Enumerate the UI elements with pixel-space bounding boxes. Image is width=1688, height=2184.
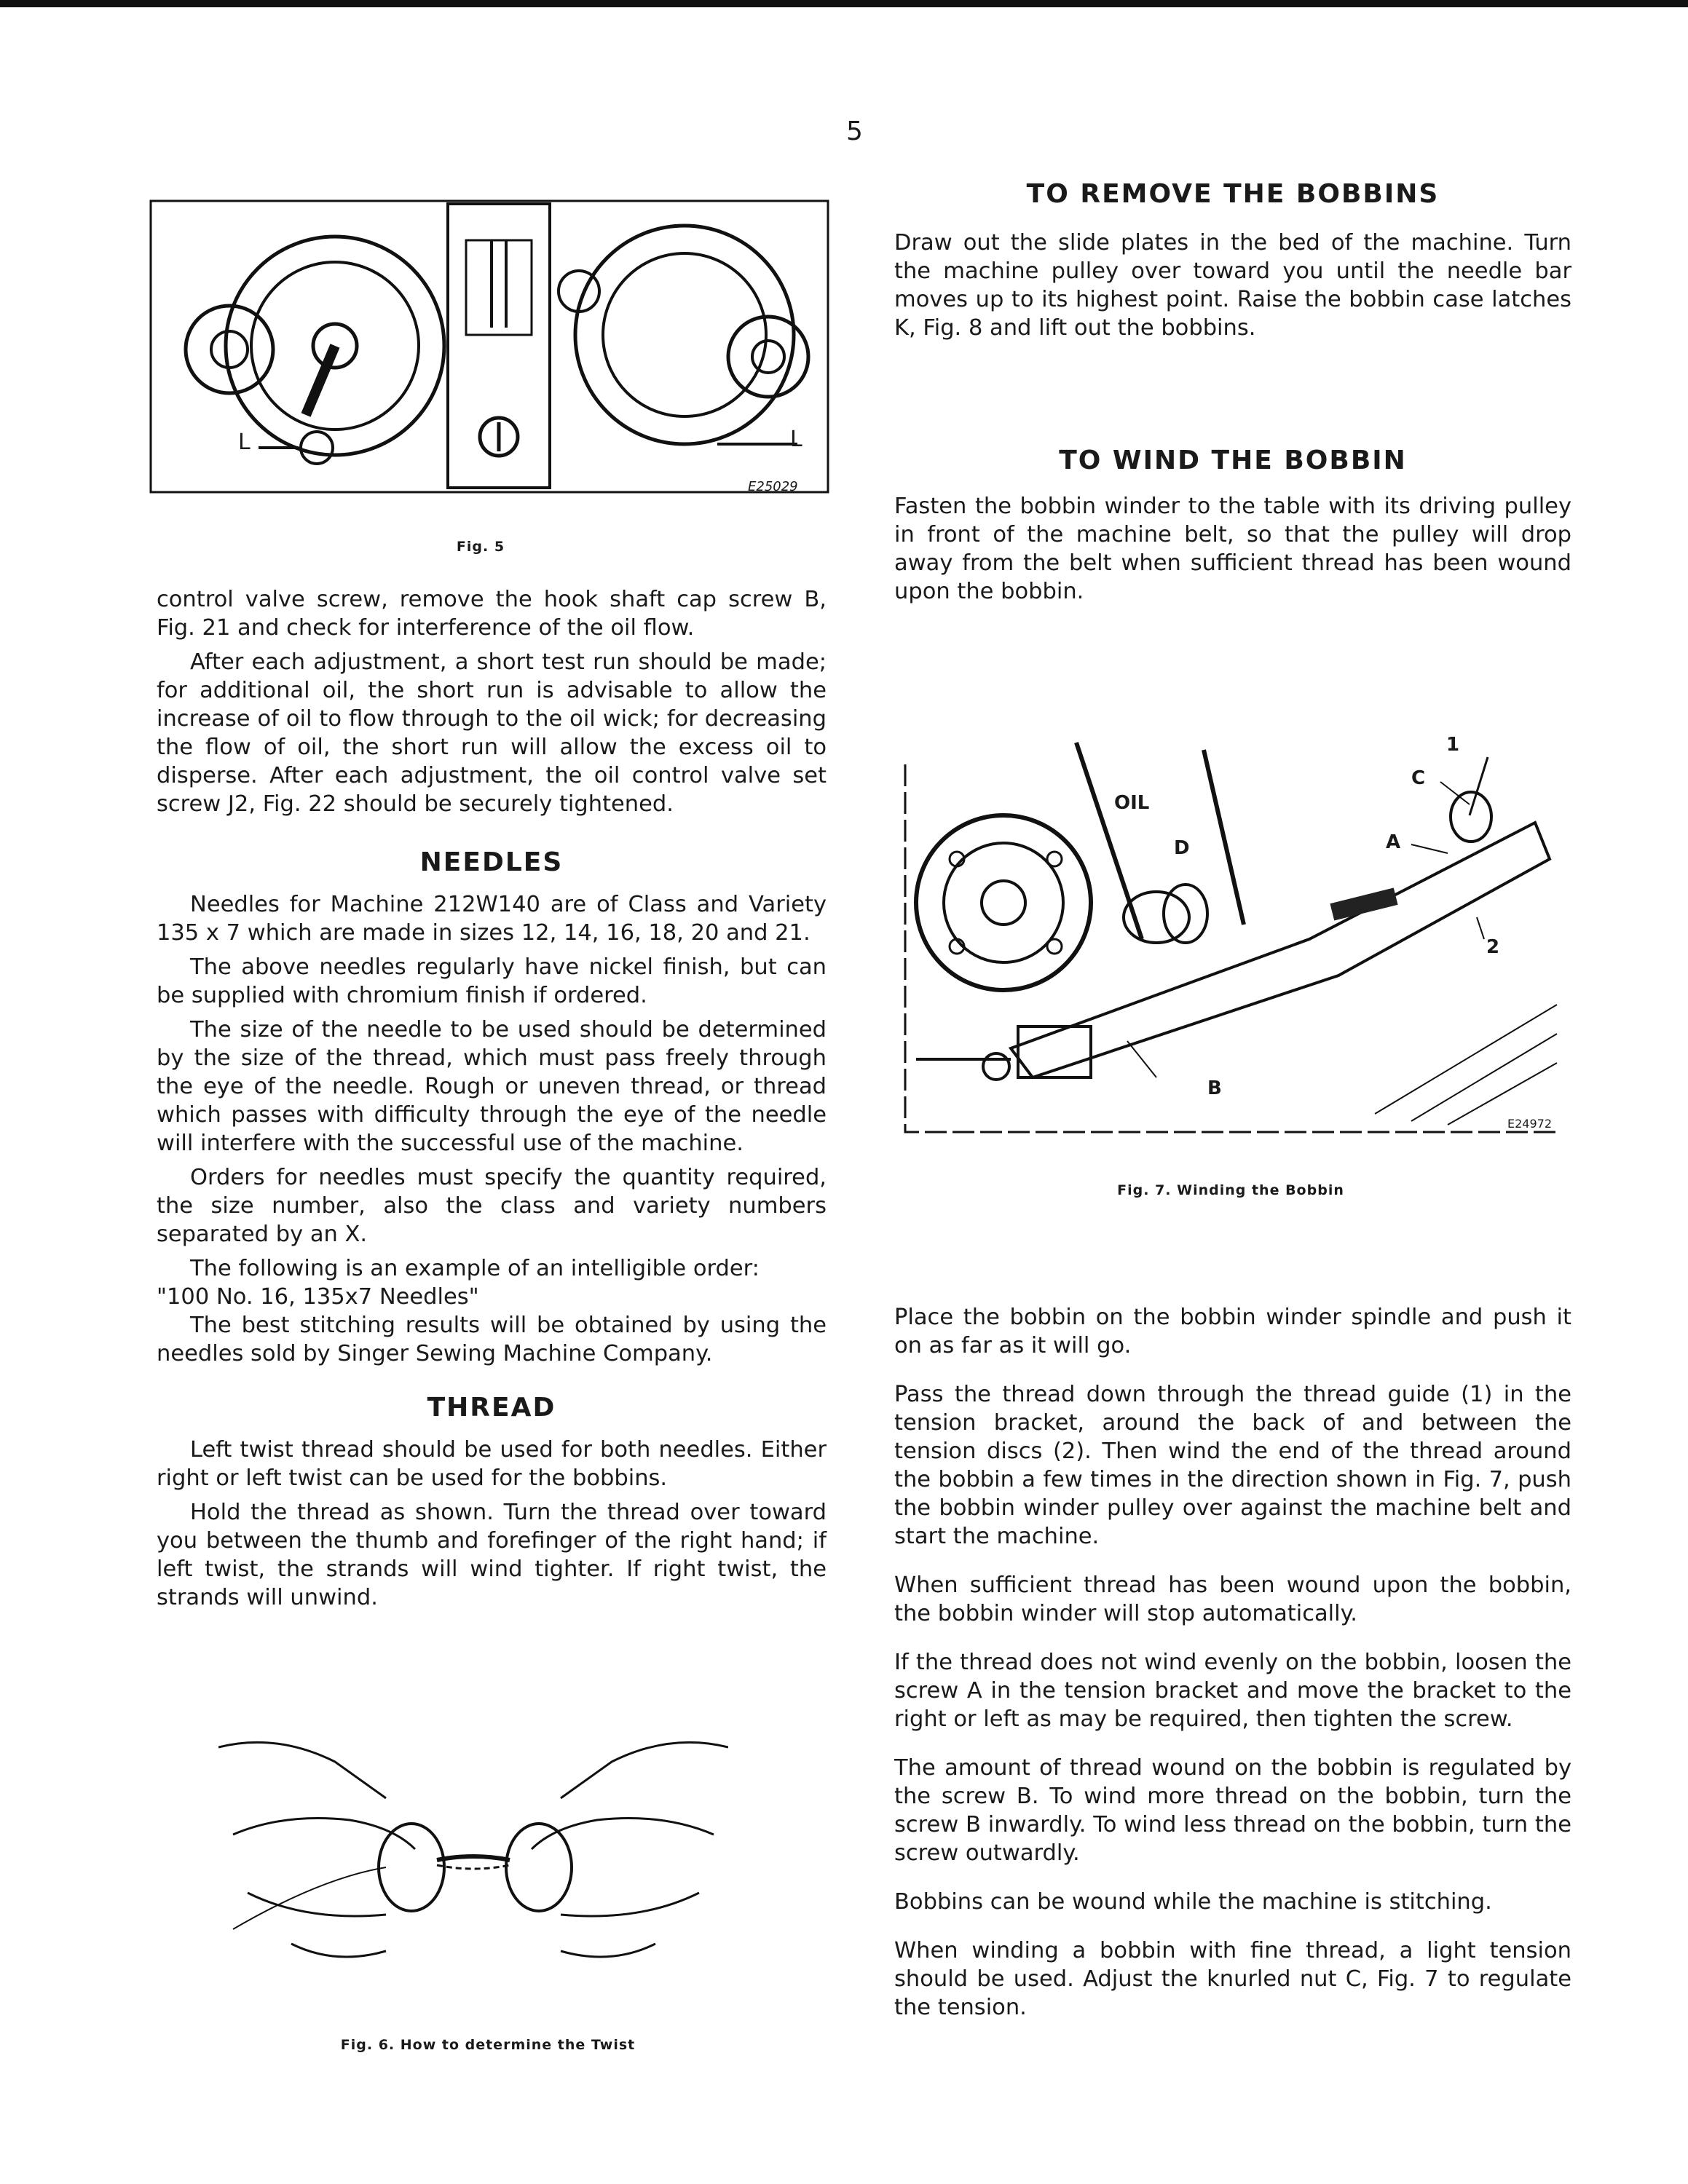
needles-paragraph-4: Orders for needles must specify the quantity required, the size number, also the class and variety numbers separated by an X. <box>157 1165 827 1247</box>
needles-paragraph-1: Needles for Machine 212W140 are of Class and Variety 135 x 7 which are made in sizes 12, 14, 16, 18, 20 and 21. <box>157 892 827 946</box>
oil-paragraph-2: After each adjustment, a short test run should be made; for additional oil, the short run is advisable to allow the increase of oil to flow through to the oil wick; for decreasing the flow of oil, the short run will allow the excess oil to disperse. After each adjustment, the oil control valve set screw J2, Fig. 22 should be securely tightened. <box>157 649 827 817</box>
fig5-code: E25029 <box>748 479 798 494</box>
thread-heading: THREAD <box>427 1393 556 1423</box>
fig7-drawing <box>902 735 1571 1143</box>
fig7-label-oil: OIL <box>1114 792 1150 814</box>
thread-paragraph-1: Left twist thread should be used for both needles. Either right or left twist can be used for the bobbins. <box>157 1437 827 1491</box>
fig6-caption: Fig. 6. How to determine the Twist <box>340 2037 636 2053</box>
fig7-label-a: A <box>1386 831 1401 853</box>
needles-paragraph-2: The above needles regularly have nickel finish, but can be supplied with chromium finish if ordered. <box>157 954 827 1008</box>
needles-paragraph-3: The size of the needle to be used should be determined by the size of the thread, which must pass freely through the eye of the needle. Rough or uneven thread, or thread which passes with difficulty through the eye of the needle will interfere with the successful use of the machine. <box>157 1017 827 1156</box>
remove-bobbins-section <box>894 229 1571 342</box>
top-rule <box>0 0 1688 7</box>
fig5-label-left: L <box>238 430 251 455</box>
wind-bobbin-paragraph-8: When winding a bobbin with fine thread, a light tension should be used. Adjust the knurled nut C, Fig. 7 to regulate the tension. <box>894 1938 1571 2020</box>
fig5-label-right: L <box>790 427 802 452</box>
fig7-caption: Fig. 7. Winding the Bobbin <box>1117 1182 1344 1198</box>
fig7-label-c: C <box>1411 767 1426 789</box>
wind-bobbin-paragraph-5: If the thread does not wind evenly on the bobbin, loosen the screw A in the tension bracket and move the bracket to the right or left as may be required, then tighten the screw. <box>894 1650 1571 1732</box>
fig5-caption: Fig. 5 <box>456 539 505 555</box>
needles-paragraph-5: The following is an example of an intelligible order: <box>190 1256 760 1281</box>
wind-bobbin-paragraph-6: The amount of thread wound on the bobbin is regulated by the screw B. To wind more thread on the bobbin, turn the screw B inwardly. To wind less thread on the bobbin, turn the screw outwardly. <box>894 1755 1571 1866</box>
wind-bobbin-instructions <box>894 1303 1571 2022</box>
needles-paragraph-7: The best stitching results will be obtained by using the needles sold by Singer Sewing Machine Company. <box>157 1313 827 1366</box>
wind-bobbin-paragraph-4: When sufficient thread has been wound upon the bobbin, the bobbin winder will stop automatically. <box>894 1572 1571 1626</box>
needles-order-example: "100 No. 16, 135x7 Needles" <box>157 1284 479 1310</box>
wind-bobbin-paragraph-3: Pass the thread down through the thread guide (1) in the tension bracket, around the back of and between the tension discs (2). Then wind the end of the thread around the bobbin a few times in the direction shown in Fig. 7, push the bobbin winder pulley over against the machine belt and start the machine. <box>894 1382 1571 1549</box>
left-column <box>157 585 827 1612</box>
needles-heading: NEEDLES <box>419 847 564 877</box>
remove-bobbins-heading: TO REMOVE THE BOBBINS <box>1026 179 1440 209</box>
fig6-illustration <box>218 1733 728 1995</box>
oil-paragraph-1: control valve screw, remove the hook shaft cap screw B, Fig. 21 and check for interference of the oil flow. <box>157 587 827 641</box>
wind-bobbin-intro <box>894 492 1571 606</box>
fig5-drawing <box>149 197 830 502</box>
remove-bobbins-paragraph: Draw out the slide plates in the bed of the machine. Turn the machine pulley over toward you until the needle bar moves up to its highest point. Raise the bobbin case latches K, Fig. 8 and lift out the bobbins. <box>894 230 1571 341</box>
fig7-label-1: 1 <box>1446 734 1460 756</box>
fig6-drawing <box>218 1733 728 1995</box>
thread-paragraph-2: Hold the thread as shown. Turn the thread over toward you between the thumb and forefinger of the right hand; if left twist, the strands will wind tighter. If right twist, the strands will unwind. <box>157 1500 827 1610</box>
fig7-label-b: B <box>1207 1077 1222 1099</box>
wind-bobbin-paragraph-2: Place the bobbin on the bobbin winder spindle and push it on as far as it will go. <box>894 1305 1571 1358</box>
fig7-illustration <box>902 735 1571 1143</box>
wind-bobbin-paragraph-7: Bobbins can be wound while the machine is stitching. <box>894 1889 1492 1915</box>
page-number: 5 <box>846 116 863 146</box>
fig5-illustration <box>149 197 830 502</box>
wind-bobbin-paragraph-1: Fasten the bobbin winder to the table with its driving pulley in front of the machine belt, so that the pulley will drop away from the belt when sufficient thread has been wound upon the bobbin. <box>894 494 1571 604</box>
wind-bobbin-heading: TO WIND THE BOBBIN <box>1059 446 1407 475</box>
fig7-label-2: 2 <box>1486 936 1500 958</box>
fig7-code: E24972 <box>1507 1117 1553 1131</box>
fig7-label-d: D <box>1174 837 1190 859</box>
